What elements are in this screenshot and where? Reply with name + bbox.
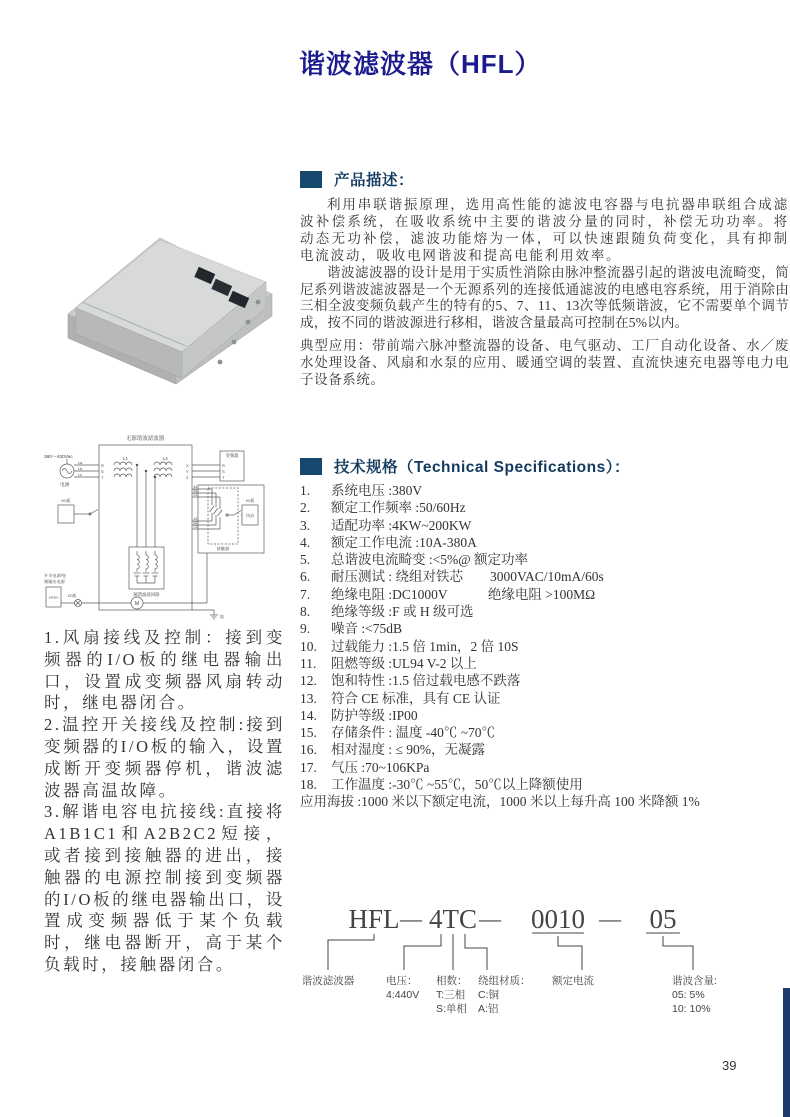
product-photo (48, 210, 293, 388)
detune-terminal-label: B2 (193, 521, 198, 525)
description-paragraph-1: 利用串联谐振原理，选用高性能的滤波电容器与电抗器串联组合成滤波补偿系统，在吸收系统中主要的谐波分量的同时，补偿无功功率。将动态无功补偿，滤波功能熔为一体，可以快速跟随负荷变化，具有抑制电流波动，吸收电网谐波和提高电能利用效率。 (300, 197, 789, 263)
model-segment: HFL (348, 904, 400, 934)
out-terminal-label: X (186, 463, 189, 468)
spec-item: 5. 总谐波电流畸变 :<5%@ 额定功率 (300, 552, 529, 568)
spec-item: 9. 噪音 :<75dB (300, 621, 402, 637)
model-label-line: 10: 10% (672, 1003, 711, 1015)
detune-terminal-label: C1 (193, 493, 198, 497)
model-label-line: C:铜 (478, 989, 499, 1001)
spec-item: 3. 适配功率 :4KW~200KW (300, 517, 472, 533)
wiring-note-3: 3.解谐电容电抗接线:直接将A1B1C1和A2B2C2短接，或者接到接触器的进出，接触器的电源控制接到变频器的I/O板的继电器输出口，设置成变频器低于某个负载时，继电器断开，高于某个负载时，接触器闭合。 (44, 802, 285, 974)
spec-item: 10. 过载能力 :1.5 倍 1min，2 倍 10S (300, 638, 519, 654)
typical-applications: 典型应用：带前端六脉冲整流器的设备、电气驱动、工厂自动化设备、水／废水处理设备、风扇和水泵的应用、暖通空调的装置、直流快速充电器等电力电子设备系统。 (300, 338, 789, 387)
source-label: 电源 (60, 483, 70, 488)
inductor-L1-icon (114, 462, 132, 465)
detune-terminal-label: A1 (193, 485, 198, 489)
model-label: 相数： (436, 975, 468, 987)
cap-bank-label: 解谐滤波回路 (133, 592, 160, 597)
spec-item: 14. 防护等级 :IP00 (300, 707, 418, 723)
altitude-note: 应用海拔 :1000 米以下额定电流，1000 米以上每升高 100 米降额 1% (300, 794, 700, 810)
wiring-diagram (42, 425, 292, 625)
contactor-box (208, 488, 238, 544)
phase-label: Lc (78, 473, 83, 477)
inductor-label: L1 (123, 456, 128, 461)
psu-label-line1: 开关电源/变 (44, 573, 67, 578)
model-segment: 05 (649, 904, 677, 934)
model-label: 谐波滤波器 (301, 975, 355, 987)
spec-item: 12. 饱和特性 :1.5 倍过载电感不跌落 (300, 673, 521, 689)
model-label: 额定电流 (552, 975, 594, 987)
spec-item: 8. 绝缘等级 :F 或 H 级可选 (300, 604, 474, 620)
model-label: 谐波含量: (672, 975, 717, 987)
io-board-box (58, 505, 74, 523)
io-board-label: I/O板 (61, 498, 71, 503)
inductor-label: L2 (163, 456, 168, 461)
section-technical-specs-label: 技术规格（Technical Specifications）： (334, 459, 630, 476)
fan-label: 风扇 (246, 513, 254, 518)
out-terminal-label: Y (186, 469, 189, 474)
psu-box-label: 24VDC (48, 595, 59, 600)
product-description (300, 197, 789, 332)
model-segment: 0010 (531, 904, 585, 934)
model-label: 电压： (386, 975, 418, 987)
inductor-L2-icon (154, 462, 172, 465)
section-product-description-label: 产品描述： (334, 172, 415, 189)
lc-branches (134, 551, 159, 583)
motor-label: M (134, 601, 140, 607)
model-dash: — (599, 906, 621, 931)
phase-label: Lb (78, 467, 83, 471)
spec-item: 11. 阻燃等级 :UL94 V-2 以上 (300, 655, 477, 671)
section-product-description (300, 168, 414, 190)
contactor-label: 接触器 (216, 546, 230, 551)
model-label-line: T:三相 (436, 989, 466, 1001)
model-dash: — (400, 906, 422, 931)
vfd-terminal-label: T (222, 475, 225, 480)
model-code-diagram (300, 890, 760, 1050)
model-label-line: S:单相 (436, 1003, 467, 1015)
vfd-label: 变频器 (225, 453, 239, 458)
filter-box (99, 445, 192, 610)
io-board-label: I/O板 (245, 499, 255, 503)
detune-terminal-label: A2 (193, 517, 198, 521)
model-label-line: 4:440V (386, 989, 420, 1001)
wiring-note-1: 1.风扇接线及控制：接到变频器的I/O板的继电器输出口，设置成变频器风扇转动时，继电器闭合。 (44, 628, 285, 713)
model-label-line: A:铝 (478, 1003, 499, 1015)
spec-item: 7. 绝缘电阻 :DC1000V 绝缘电阻 >100MΩ (300, 586, 596, 602)
in-terminal-label: S (101, 469, 104, 474)
diagram-title: 无源谐波滤波器 (125, 436, 165, 442)
wiring-notes (44, 627, 285, 976)
model-label-line: 05: 5% (672, 989, 705, 1001)
spec-item: 1. 系统电压 :380V (300, 483, 423, 498)
page-number: 39 (722, 1058, 737, 1073)
model-segment: 4TC (428, 904, 478, 934)
page-title: 谐波滤波器（HFL） (299, 49, 542, 79)
source-voltage-label: 380～400Vac (44, 455, 73, 460)
spec-item: 2. 额定工作频率 :50/60Hz (300, 500, 466, 516)
model-dash: — (479, 906, 501, 931)
spec-item: 15. 存储条件 : 温度 -40℃ ~70℃ (300, 725, 496, 741)
spec-item: 4. 额定工作电流 :10A-380A (300, 534, 477, 550)
io-board-label: I/O板 (67, 594, 77, 598)
in-terminal-label: T (101, 475, 104, 480)
model-connectors (328, 933, 693, 970)
page-edge-accent-bar (783, 988, 790, 1117)
model-label: 绕组材质： (478, 975, 531, 987)
ground-label: 地 (220, 615, 224, 619)
spec-item: 18. 工作温度 :-30℃ ~55℃，50℃以上降额使用 (300, 777, 583, 793)
in-terminal-label: R (101, 463, 104, 468)
spec-item: 6. 耐压测试 : 绕组对铁芯 3000VAC/10mA/60s (300, 569, 604, 585)
out-terminal-label: Z (186, 475, 189, 480)
section-bullet-icon (300, 171, 322, 188)
vfd-terminal-label: S (222, 469, 225, 474)
vfd-terminal-label: R (222, 463, 225, 468)
psu-label-line2: 频输出电源 (44, 579, 65, 584)
description-paragraph-2: 谐波滤波器的设计是用于实质性消除由脉冲整流器引起的谐波电流畸变，简尼系列谐波滤波器是一个无源系列的连接低通滤波的电感电容系统，用于消除由三相全波变频负载产生的特有的5、7、11、13次等低频谐波，它不需要单个调节成，按不同的谐波源进行移相，谐波含量最高可控制在5%以内。 (300, 264, 789, 331)
spec-item: 16. 相对湿度 : ≤ 90%，无凝露 (300, 742, 486, 758)
spec-list (300, 482, 789, 811)
spec-item: 13. 符合 CE 标准，具有 CE 认证 (300, 690, 501, 706)
detune-terminal-label: B1 (193, 489, 198, 493)
section-technical-specs (300, 455, 630, 477)
phase-label: La (78, 461, 83, 465)
section-bullet-icon (300, 458, 322, 475)
spec-item: 17. 气压 :70~106KPa (300, 759, 430, 775)
wiring-note-2: 2.温控开关接线及控制:接到变频器的I/O板的输入，设置成断开变频器停机，谐波滤波器高温故障。 (44, 715, 285, 800)
detune-terminal-label: C2 (193, 525, 198, 529)
